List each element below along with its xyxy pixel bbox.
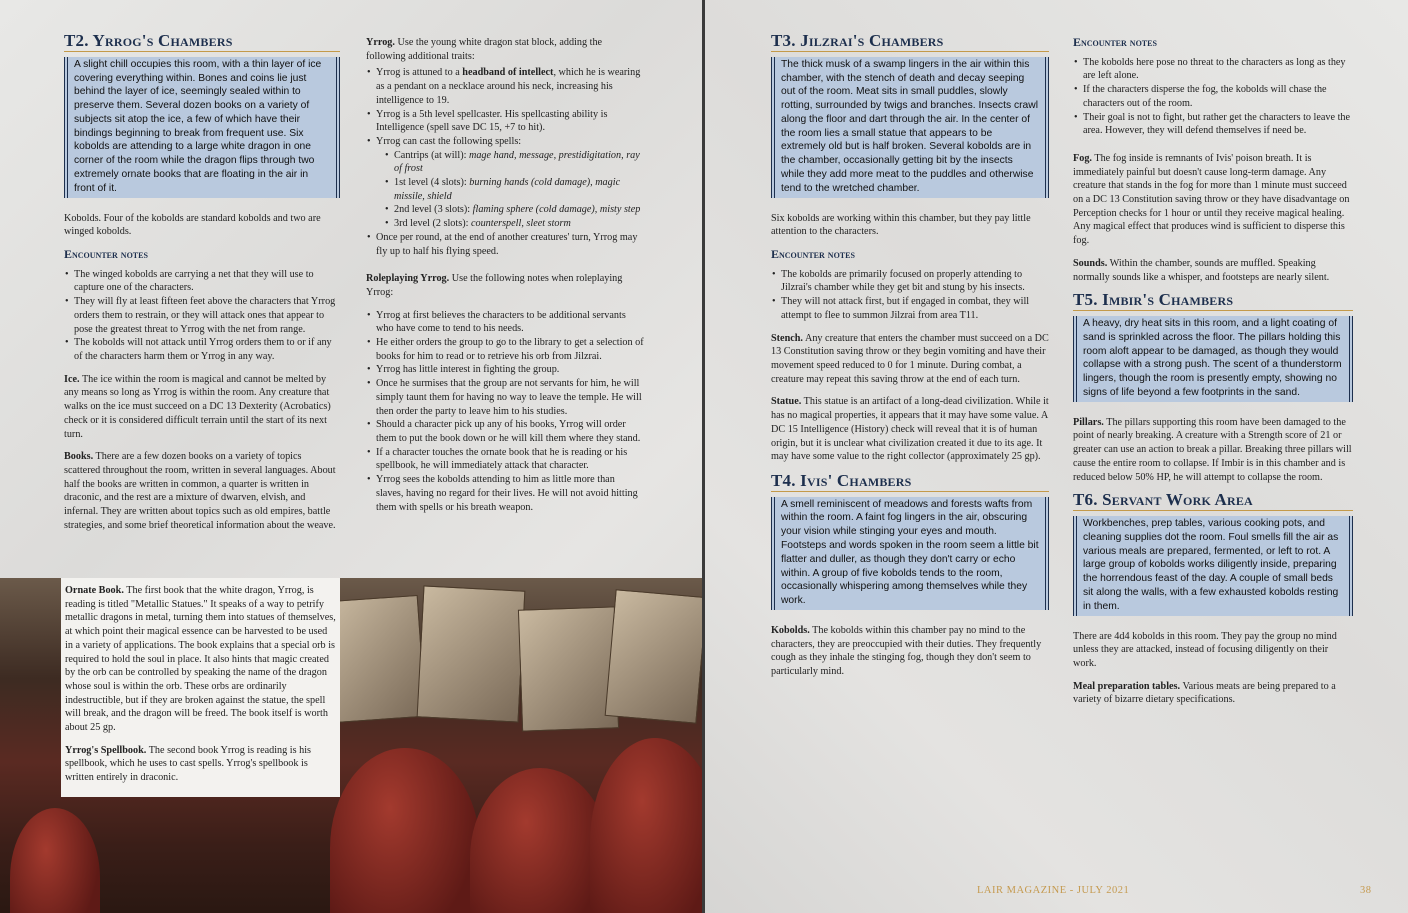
yrrog-intro-paragraph bbox=[366, 36, 644, 63]
read-aloud-box-t3 bbox=[771, 57, 1049, 198]
stench-paragraph bbox=[771, 332, 1049, 387]
list-item: • He either orders the group to go to the library to get a selection of books for him to read or to retrieve his orb from Jilzrai. bbox=[376, 336, 644, 363]
ice-paragraph bbox=[64, 373, 340, 442]
ice-label: Ice. bbox=[64, 373, 80, 385]
left-page-column-2 bbox=[366, 36, 644, 523]
list-item: • The kobolds are primarily focused on properly attending to Jilzrai's chamber while they get bit and stung by his insects. bbox=[781, 268, 1049, 295]
spell-level-item bbox=[394, 176, 644, 203]
kobolds-paragraph: Kobolds. Four of the kobolds are standard kobolds and two are winged kobolds. bbox=[64, 212, 321, 238]
books-text: There are a few dozen books on a variety of topics scattered throughout the room, written in several languages. About half the books are written in common, a quarter is written in draconic, and the rest are a mixture of dwarven, elvish, and infernal. They are written about topics such as old empires, battle strategies, and some brief theoretical information about the weave. bbox=[64, 451, 336, 531]
spell-level-item bbox=[394, 149, 644, 176]
meal-label: Meal preparation tables. bbox=[1073, 680, 1181, 692]
statue-text: This statue is an artifact of a long-dead civilization. While it has no magical properties, it appears that it may have some value. A DC 15 Intelligence (History) check will reveal that it is of human origin, but it is unclear what civilization created it due to its age. It may have some value to the right collector (approximately 25 gp). bbox=[771, 396, 1049, 463]
ornate-book-illustration bbox=[326, 595, 426, 723]
statue-paragraph bbox=[771, 395, 1049, 464]
right-page-column-2 bbox=[1073, 36, 1353, 716]
left-page-column-1 bbox=[64, 31, 340, 541]
trait-text: Yrrog can cast the following spells: bbox=[376, 135, 522, 147]
roleplaying-paragraph bbox=[366, 272, 644, 299]
section-title-t5: T5. Imbir's Chambers bbox=[1073, 293, 1353, 311]
statue-label: Statue. bbox=[771, 396, 802, 408]
encounter-notes-list bbox=[1073, 56, 1353, 138]
read-aloud-text: A smell reminiscent of meadows and forests wafts from within the room. A faint fog lingers in the air, obscuring your vision while stinging your eyes and mouth. Footsteps and words spoken in the room seem a little bit flatter and duller, as though they don't carry or echo within. A group of five kobolds tends to the room, occasionally whispering among themselves while they work. bbox=[781, 498, 1039, 607]
stench-label: Stench. bbox=[771, 332, 803, 344]
encounter-notes-heading: Encounter notes bbox=[64, 247, 148, 262]
spell-level-item bbox=[394, 217, 644, 231]
fog-paragraph bbox=[1073, 152, 1353, 248]
list-item: • Once he surmises that the group are not servants for him, he will simply taunt them for having no way to leave the temple. He will then order the party to leave him to his studies. bbox=[376, 377, 644, 418]
fog-label: Fog. bbox=[1073, 152, 1092, 164]
robed-figure-illustration bbox=[590, 738, 702, 913]
ornate-book-illustration bbox=[605, 589, 702, 724]
ornate-book-label: Ornate Book. bbox=[65, 585, 124, 596]
spellbook-text: The second book Yrrog is reading is his spellbook, which he uses to cast spells. Yrrog's spellbook is written entirely in draconic. bbox=[65, 744, 312, 784]
encounter-notes-list bbox=[64, 268, 340, 364]
ornate-book-text: The first book that the white dragon, Yrrog, is reading is titled "Metallic Statues." It speaks of a way to petrify metallic dragons in metal, turning them into statues of themselves, at which point their magical essence can be harvested to be used in a variety of applications. The book explains that a special orb is required to hold the soul in place. It also hints that magic created by the orb can be controlled by speaking the name of the dragon whose soul is within the orb. These orbs are ordinarily indestructible, but if they are broken against the statue, the spell will break, and the dragon will be freed. The book itself is worth about 25 gp. bbox=[65, 585, 336, 734]
meal-text: Various meats are being prepared to a variety of bizarre dietary specifications. bbox=[1073, 680, 1336, 706]
t4-kobolds-paragraph bbox=[771, 624, 1049, 679]
yrrog-traits-list bbox=[366, 66, 644, 258]
list-item: • Once per round, at the end of another creatures' turn, Yrrog may fly up to half his flying speed. bbox=[376, 231, 644, 258]
trait-text: Yrrog is attuned to a bbox=[376, 67, 463, 79]
list-item bbox=[376, 135, 644, 231]
list-item: • Yrrog has little interest in fighting the group. bbox=[376, 363, 644, 377]
yrrog-intro-text: Use the young white dragon stat block, adding the following additional traits: bbox=[366, 37, 603, 62]
encounter-notes-heading: Encounter notes bbox=[1073, 35, 1157, 49]
list-item: • The kobolds will not attack until Yrrog orders them to or if any of the characters harm them or Yrrog in any way. bbox=[74, 336, 340, 363]
list-item: • Should a character pick up any of his books, Yrrog will order them to put the book down or he will kill them where they stand. bbox=[376, 418, 644, 445]
spell-level: 2nd level (3 slots): bbox=[394, 204, 473, 216]
pillars-label: Pillars. bbox=[1073, 416, 1104, 428]
left-page bbox=[0, 0, 702, 913]
roleplaying-notes-list bbox=[366, 309, 644, 515]
robed-figure-illustration bbox=[10, 808, 100, 913]
spell-names: burning hands (cold damage), magic missile, shield bbox=[394, 177, 621, 202]
list-item: • If the characters disperse the fog, the kobolds will chase the characters out of the room. bbox=[1083, 83, 1353, 110]
ornate-book-textbox bbox=[61, 578, 340, 797]
encounter-notes-heading: Encounter notes bbox=[771, 247, 855, 262]
spell-names: mage hand, message, prestidigitation, ray of frost bbox=[394, 149, 640, 175]
right-page bbox=[705, 0, 1408, 913]
section-title-t3: T3. Jilzrai's Chambers bbox=[771, 34, 1049, 52]
books-label: Books. bbox=[64, 451, 94, 463]
books-paragraph bbox=[64, 450, 340, 532]
pillars-paragraph bbox=[1073, 416, 1353, 485]
list-item: • They will not attack first, but if engaged in combat, they will attempt to flee to summon Jilzrai from area T11. bbox=[781, 295, 1049, 322]
list-item: • They will fly at least fifteen feet above the characters that Yrrog orders them to restrain, or they will attack ones that appear to pose the greatest threat to Yrrog with the net from range. bbox=[74, 295, 340, 336]
robed-figure-illustration bbox=[330, 748, 480, 913]
section-title-t4: T4. Ivis' Chambers bbox=[771, 474, 1049, 492]
spell-names: counterspell, sleet storm bbox=[470, 218, 571, 230]
robed-figure-illustration bbox=[470, 768, 610, 913]
list-item: • The kobolds here pose no threat to the characters as long as they are left alone. bbox=[1083, 56, 1353, 83]
kobolds-text: The kobolds within this chamber pay no mind to the characters, they are preoccupied with their duties. They frequently cough as they inhale the stinging fog, though they don't seem to particularly mind. bbox=[771, 625, 1042, 678]
meal-paragraph bbox=[1073, 680, 1353, 707]
section-title-t6: T6. Servant Work Area bbox=[1073, 493, 1353, 511]
ornate-book-illustration bbox=[417, 585, 526, 722]
spell-level: 1st level (4 slots): bbox=[394, 177, 470, 189]
pillars-text: The pillars supporting this room have been damaged to the point of nearly breaking. A creature with a Strength score of 21 or greater can use an action to break a pillar. Breaking three pillars will cause the entire room to collapse. If Imbir is in this chamber and is reduced below 50% HP, he will attempt to collapse the room. bbox=[1073, 416, 1352, 483]
spell-level-item bbox=[394, 203, 644, 217]
read-aloud-text: The thick musk of a swamp lingers in the air within this chamber, with the stench of death and decay seeping out of the room. Meat sits in small puddles, slowly rotting, surrounded by twigs and branches. Insects crawl along the floor and dart through the air. In the center of the room lies a small statue that appears to be extremely old but is half broken. Several kobolds are in the chamber, occasionally getting bit by the insects while they add more meat to the puddles and otherwise tend to the wretched chamber. bbox=[781, 58, 1038, 194]
list-item: • Yrrog is a 5th level spellcaster. His spellcasting ability is Intelligence (spell save DC 15, +7 to hit). bbox=[376, 108, 644, 135]
ice-text: The ice within the room is magical and cannot be melted by any means so long as Yrrog is within the room. Any creature that walks on the ice must succeed on a DC 13 Dexterity (Acrobatics) check or it is considered difficult terrain until the start of its next turn. bbox=[64, 373, 331, 440]
list-item bbox=[376, 66, 644, 107]
roleplaying-label: Roleplaying Yrrog. bbox=[366, 273, 450, 285]
roleplaying-intro: Use the following notes when roleplaying Yrrog: bbox=[366, 273, 623, 298]
read-aloud-box-t2 bbox=[64, 57, 340, 198]
footer-magazine-title: LAIR MAGAZINE - JULY 2021 bbox=[977, 885, 1130, 896]
spell-level: 3rd level (2 slots): bbox=[394, 218, 471, 230]
read-aloud-text: Workbenches, prep tables, various cooking pots, and cleaning supplies dot the room. Foul smells fill the air as various meals are prepared, fermented, or left to rot. A large group of kobolds works diligently inside, preparing the horrendous feast of the day. A couple of small beds sit along the walls, with a few exhausted kobolds resting in them. bbox=[1083, 517, 1339, 612]
t3-intro-paragraph: Six kobolds are working within this chamber, but they pay little attention to the characters. bbox=[771, 212, 1031, 238]
kobolds-label: Kobolds. bbox=[771, 625, 810, 636]
ornate-book-paragraph bbox=[65, 584, 336, 735]
list-item: • Their goal is not to fight, but rather get the characters to leave the area. However, they will defend themselves if need be. bbox=[1083, 111, 1353, 138]
list-item: • The winged kobolds are carrying a net that they will use to capture one of the characters. bbox=[74, 268, 340, 295]
spell-names: flaming sphere (cold damage), misty step bbox=[472, 204, 641, 216]
t6-intro-paragraph: There are 4d4 kobolds in this room. They pay the group no mind unless they are attacked, instead of focusing diligently on their work. bbox=[1073, 630, 1337, 669]
right-page-column-1 bbox=[771, 31, 1049, 688]
list-item: • Yrrog at first believes the characters to be additional servants who have come to tend to his needs. bbox=[376, 309, 644, 336]
read-aloud-text: A slight chill occupies this room, with a thin layer of ice covering everything within. Bones and coins lie just behind the layer of ice, seemingly sealed within to preserve them. Several dozen books on a variety of subjects sit atop the ice, a few of which have their bindings beginning to break from frequent use. Six kobolds are attending to a large white dragon in one corner of the room while the dragon flips through two extremely ornate books that are floating in the air in front of it. bbox=[74, 58, 322, 194]
yrrog-label: Yrrog. bbox=[366, 37, 395, 48]
sounds-paragraph bbox=[1073, 257, 1353, 284]
trait-text: , which he is wearing as a pendant on a necklace around his neck, increasing his intelligence to 19. bbox=[376, 67, 641, 106]
stench-text: Any creature that enters the chamber must succeed on a DC 13 Constitution saving throw or they begin vomiting and have their movement speed reduced to 0 for 1 minute. During combat, a creature may repeat this saving throw at the end of each turn. bbox=[771, 332, 1049, 385]
read-aloud-box-t5 bbox=[1073, 316, 1353, 402]
sounds-label: Sounds. bbox=[1073, 257, 1108, 269]
page-number: 38 bbox=[1360, 885, 1372, 896]
section-title-t2: T2. Yrrog's Chambers bbox=[64, 34, 340, 52]
headband-item: headband of intellect bbox=[462, 67, 554, 79]
read-aloud-box-t4 bbox=[771, 497, 1049, 610]
spellbook-paragraph bbox=[65, 744, 336, 785]
list-item: • Yrrog sees the kobolds attending to him as little more than slaves, having no regard for their lives. He will not avoid hitting them with spells or his breath weapon. bbox=[376, 473, 644, 514]
list-item: • If a character touches the ornate book that he is reading or his spellbook, he will immediately attack that character. bbox=[376, 446, 644, 473]
fog-text: The fog inside is remnants of Ivis' poison breath. It is immediately painful but doesn't cause long-term damage. Any creature that stands in the fog for more than 1 minute must succeed on a DC 13 Constitution saving throw or they have disadvantage on Perception checks for 1 hour or until they receive magical healing. Any magical effect that produces wind is sufficient to disperse this fog. bbox=[1073, 152, 1350, 247]
spell-level: Cantrips (at will): bbox=[394, 149, 469, 161]
read-aloud-box-t6 bbox=[1073, 516, 1353, 616]
spell-list bbox=[376, 149, 644, 231]
spellbook-label: Yrrog's Spellbook. bbox=[65, 744, 147, 756]
sounds-text: Within the chamber, sounds are muffled. Speaking normally sounds like a whisper, and footsteps are nearly silent. bbox=[1073, 257, 1330, 283]
encounter-notes-list bbox=[771, 268, 1049, 323]
read-aloud-text: A heavy, dry heat sits in this room, and a light coating of sand is sprinkled across the floor. The pillars holding this room aloft appear to be damaged, as though they would collapse with a strong push. The scent of a thunderstorm lingers, though the room is presently empty, showing no signs of life beyond a few footprints in the sand. bbox=[1083, 317, 1342, 398]
